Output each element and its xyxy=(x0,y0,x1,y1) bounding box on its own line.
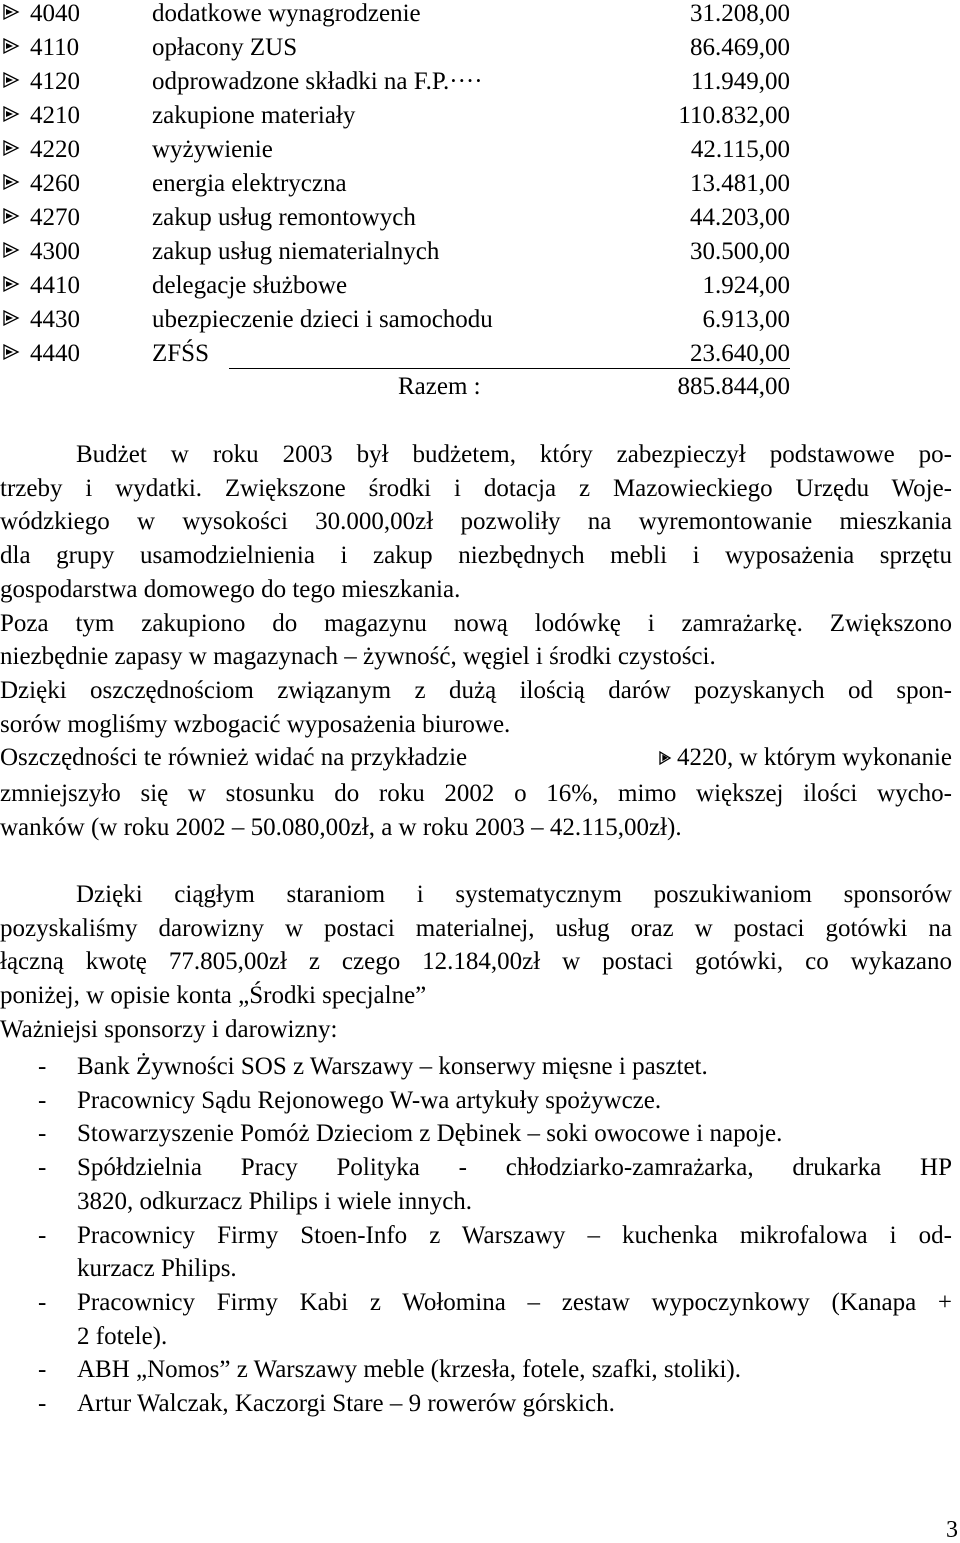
text-line: Dzięki ciągłym staraniom i systematycznym poszukiwaniom sponsorów xyxy=(76,881,952,908)
budget-item-name: zakup usług niematerialnych xyxy=(152,238,440,265)
budget-code: 4300 xyxy=(30,238,80,265)
list-dash: - xyxy=(38,1288,47,1316)
total-label: Razem : xyxy=(398,373,481,400)
text-line: Stowarzyszenie Pomóż Dzieciom z Dębinek – soki owocowe i napoje. xyxy=(77,1120,783,1148)
budget-code: 4430 xyxy=(30,306,80,333)
text-line: trzeby i wydatki. Zwiększone środki i dotacja z Mazowieckiego Urzędu Woje- xyxy=(0,474,952,502)
budget-item-name: ZFŚS xyxy=(152,340,209,367)
budget-row xyxy=(0,272,960,306)
sponsor-item xyxy=(0,1219,952,1286)
budget-amount: 11.949,00 xyxy=(690,68,790,95)
paragraph-sponsors-intro xyxy=(0,878,952,1047)
budget-amount: 13.481,00 xyxy=(690,170,790,197)
budget-item-name: energia elektryczna xyxy=(152,170,347,197)
text-line: zmniejszyło się w stosunku do roku 2002 o 16%, mimo większej ilości wycho- xyxy=(0,780,952,808)
budget-row xyxy=(0,170,960,204)
budget-code: 4440 xyxy=(30,340,80,367)
arrow-bullet-icon xyxy=(2,309,20,327)
budget-code: 4260 xyxy=(30,170,80,197)
budget-row xyxy=(0,0,960,34)
arrow-bullet-icon xyxy=(2,71,20,89)
list-dash: - xyxy=(38,1356,47,1384)
sponsor-text xyxy=(77,1387,952,1421)
budget-amount: 42.115,00 xyxy=(690,136,790,163)
text-line: wódzkiego w wysokości 30.000,00zł pozwoliły na wyremontowanie mieszkania xyxy=(0,508,952,536)
text-line: Poza tym zakupiono do magazynu nową lodówkę i zamrażarkę. Zwiększono xyxy=(0,609,952,637)
budget-amount: 30.500,00 xyxy=(690,238,790,265)
budget-row xyxy=(0,204,960,238)
list-dash: - xyxy=(38,1086,47,1114)
text-line xyxy=(0,741,952,777)
budget-code: 4270 xyxy=(30,204,80,231)
budget-code: 4410 xyxy=(30,272,80,299)
text-line: 2 fotele). xyxy=(77,1322,168,1350)
text-line: Pracownicy Firmy Stoen-Info z Warszawy – kuchenka mikrofalowa i od- xyxy=(77,1221,952,1249)
sum-underline xyxy=(229,368,790,369)
arrow-bullet-icon xyxy=(2,207,20,225)
list-dash: - xyxy=(38,1053,47,1080)
budget-amount: 23.640,00 xyxy=(690,340,790,367)
sponsor-text xyxy=(77,1050,952,1084)
sponsor-list xyxy=(0,1050,952,1421)
sponsor-text xyxy=(77,1151,952,1218)
text-line: łączną kwotę 77.805,00zł z czego 12.184,00zł w postaci gotówki, co wykazano xyxy=(0,948,952,976)
list-dash: - xyxy=(38,1154,47,1182)
budget-amount: 6.913,00 xyxy=(702,306,790,333)
sponsor-item xyxy=(0,1353,952,1387)
sponsor-text xyxy=(77,1353,952,1387)
sponsor-item xyxy=(0,1050,952,1084)
text-line: niezbędnie zapasy w magazynach – żywność, węgiel i środki czystości. xyxy=(0,643,716,671)
budget-amount: 86.469,00 xyxy=(690,34,790,61)
text-line: Dzięki oszczędnościom związanym z dużą ilością darów pozyskanych od spon- xyxy=(0,676,952,704)
list-dash: - xyxy=(38,1120,47,1148)
budget-item-name: zakupione materiały xyxy=(152,102,356,129)
sponsor-text xyxy=(77,1084,952,1118)
arrow-bullet-icon xyxy=(2,275,20,293)
text-line: Spółdzielnia Pracy Polityka - chłodziarko-zamrażarka, drukarka HP xyxy=(77,1154,952,1182)
text-line: gospodarstwa domowego do tego mieszkania. xyxy=(0,575,461,603)
text-line: Pracownicy Firmy Kabi z Wołomina – zestaw wypoczynkowy (Kanapa + xyxy=(77,1288,952,1316)
page-number: 3 xyxy=(946,1517,958,1543)
budget-row xyxy=(0,306,960,340)
budget-code: 4210 xyxy=(30,102,80,129)
budget-code: 4110 xyxy=(30,34,80,61)
sponsor-item xyxy=(0,1387,952,1421)
text-line: dla grupy usamodzielnienia i zakup niezbędnych mebli i wyposażenia sprzętu xyxy=(0,542,952,570)
text-line: poniżej, w opisie konta „Środki specjalne” xyxy=(0,982,427,1010)
budget-amount: 110.832,00 xyxy=(678,102,790,129)
paragraph-budget-summary xyxy=(0,438,952,844)
budget-amount: 31.208,00 xyxy=(690,0,790,27)
arrow-bullet-icon xyxy=(2,139,20,157)
budget-row xyxy=(0,34,960,68)
budget-item-name: odprowadzone składki na F.P.···· xyxy=(152,68,483,95)
text-fragment: Oszczędności te również widać na przykładzie xyxy=(0,744,468,772)
text-line: Ważniejsi sponsorzy i darowizny: xyxy=(0,1015,338,1043)
sponsor-item xyxy=(0,1286,952,1353)
budget-amount: 44.203,00 xyxy=(690,204,790,231)
budget-row xyxy=(0,68,960,102)
text-line: Budżet w roku 2003 był budżetem, który zabezpieczył podstawowe po- xyxy=(76,441,952,468)
budget-item-name: opłacony ZUS xyxy=(152,34,298,61)
text-fragment-with-mark: 4220, w którym wykonanie xyxy=(653,741,952,777)
budget-row xyxy=(0,102,960,136)
arrow-bullet-icon xyxy=(2,173,20,191)
sponsor-item xyxy=(0,1084,952,1118)
text-line: Bank Żywności SOS z Warszawy – konserwy mięsne i pasztet. xyxy=(77,1053,708,1080)
sponsor-text xyxy=(77,1286,952,1353)
arrow-bullet-icon xyxy=(2,241,20,259)
budget-item-name: dodatkowe wynagrodzenie xyxy=(152,0,421,27)
text-line: Artur Walczak, Kaczorgi Stare – 9 rowerów górskich. xyxy=(77,1390,615,1418)
arrow-bullet-icon xyxy=(2,37,20,55)
budget-amount: 1.924,00 xyxy=(702,272,790,299)
budget-row xyxy=(0,136,960,170)
sponsor-text xyxy=(77,1117,952,1151)
sponsor-item xyxy=(0,1117,952,1151)
text-line: pozyskaliśmy darowizny w postaci materialnej, usług oraz w postaci gotówki na xyxy=(0,914,952,942)
list-dash: - xyxy=(38,1221,47,1249)
budget-item-name: delegacje służbowe xyxy=(152,272,348,299)
text-line: Pracownicy Sądu Rejonowego W-wa artykuły spożywcze. xyxy=(77,1086,662,1114)
text-line: 3820, odkurzacz Philips i wiele innych. xyxy=(77,1187,473,1215)
arrow-bullet-icon xyxy=(2,105,20,123)
total-amount: 885.844,00 xyxy=(677,373,790,400)
arrow-bullet-icon xyxy=(2,3,20,21)
arrow-bullet-icon xyxy=(2,343,20,361)
budget-item-name: ubezpieczenie dzieci i samochodu xyxy=(152,306,493,333)
section-mark-icon xyxy=(657,743,673,777)
budget-code: 4120 xyxy=(30,68,80,95)
budget-item-name: zakup usług remontowych xyxy=(152,204,416,231)
budget-row xyxy=(0,238,960,272)
list-dash: - xyxy=(38,1390,47,1418)
text-line: ABH „Nomos” z Warszawy meble (krzesła, fotele, szafki, stoliki). xyxy=(77,1356,741,1384)
text-line: kurzacz Philips. xyxy=(77,1255,237,1283)
budget-item-name: wyżywienie xyxy=(152,136,273,163)
text-line: sorów mogliśmy wzbogacić wyposażenia biurowe. xyxy=(0,710,511,738)
sponsor-text xyxy=(77,1219,952,1286)
text-line: wanków (w roku 2002 – 50.080,00zł, a w roku 2003 – 42.115,00zł). xyxy=(0,813,682,841)
sponsor-item xyxy=(0,1151,952,1218)
budget-code: 4220 xyxy=(30,136,80,163)
budget-code: 4040 xyxy=(30,0,80,27)
